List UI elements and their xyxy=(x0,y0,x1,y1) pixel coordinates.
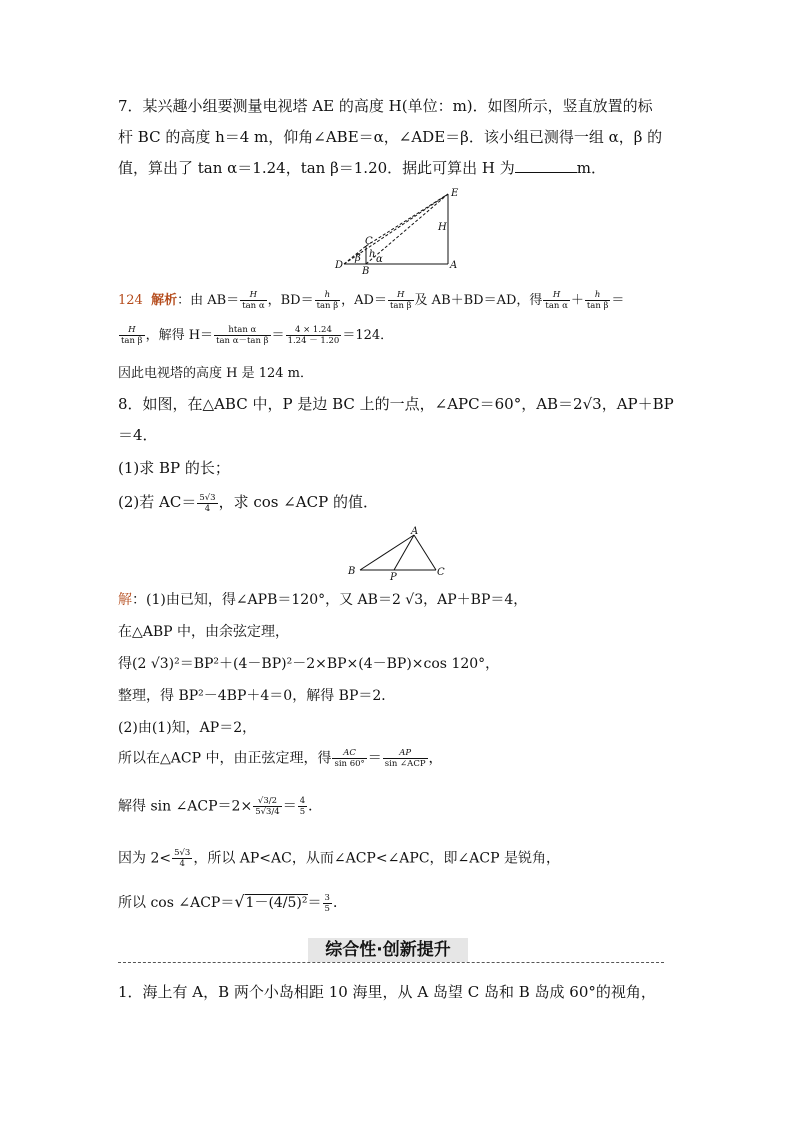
sol8-line-5: (2)由(1)知，AP＝2， xyxy=(118,720,257,736)
section-header xyxy=(118,934,664,964)
sol8-line-7 xyxy=(118,796,322,817)
sol8-line-1 xyxy=(118,590,527,610)
q8-line-2: ＝4． xyxy=(118,426,158,444)
sol8-text: ，所以 AP<AC，从而∠ACP<∠APC，即∠ACP 是锐角， xyxy=(193,850,560,867)
fraction: $\frac{4 \times 1.24}{1.24 - 1.20}$ xyxy=(287,325,340,346)
label-E: E xyxy=(451,188,459,199)
label-h: h xyxy=(369,249,376,260)
analysis-label: 解析 xyxy=(151,293,178,308)
sol8-text: ＝ xyxy=(282,798,297,815)
sol8-text: ， xyxy=(428,750,443,767)
fraction: $\frac{3}{5}$ xyxy=(324,892,330,914)
radical: 1－(4/5)² xyxy=(245,895,308,911)
label-H: H xyxy=(438,222,447,233)
sol8-text: 所以在△ACP 中，由正弦定理，得 xyxy=(118,750,332,767)
sol8-text: ． xyxy=(332,895,347,911)
label-D: D xyxy=(335,260,344,271)
sol7-text: ：由 AB＝ xyxy=(177,293,240,308)
triangle-figure xyxy=(340,524,452,582)
label-beta: β xyxy=(355,253,361,264)
answer-value: 124 xyxy=(118,293,143,308)
sol7-text: ＝124． xyxy=(342,328,394,343)
sol8-text: ＝ xyxy=(367,750,382,767)
fraction: $\frac{5√3}{4}$ xyxy=(174,848,191,869)
fraction: $\frac{√3/2}{5√3/4}$ xyxy=(255,796,280,817)
sol7-conclusion: 因此电视塔的高度 H 是 124 m． xyxy=(118,366,314,381)
tower-figure xyxy=(330,184,470,276)
sol7-line-1 xyxy=(118,290,624,311)
q7-line-2: 杆 BC 的高度 h＝4 m，仰角∠ABE＝α，∠ADE＝β．该小组已测得一组 α，β 的 xyxy=(118,128,663,146)
fraction: $\frac{H}{\text{tan β}}$ xyxy=(121,325,143,346)
sol7-text: 及 AB＋BD＝AD，得 xyxy=(414,293,543,308)
label-C: C xyxy=(365,236,373,247)
sol8-line-8 xyxy=(118,848,560,869)
fraction: $\frac{4}{5}$ xyxy=(299,796,306,817)
section-title: 综合性·创新提升 xyxy=(308,938,468,962)
sol7-text: ＝ xyxy=(271,328,285,343)
sol8-text: ：(1)由已知，得∠APB＝120°，又 AB＝2 √3，AP＋BP＝4， xyxy=(132,592,528,608)
sol7-line-2 xyxy=(118,325,393,346)
label-P: P xyxy=(390,572,397,582)
solution-label: 解 xyxy=(118,592,132,608)
sol8-text: ＝ xyxy=(307,895,322,911)
q7-line-3 xyxy=(118,158,606,178)
label-C: C xyxy=(437,567,445,578)
sol8-line-9: 所以 cos ∠ACP＝√1－(4/5)²＝ $\frac{3}{5}$ ． xyxy=(118,892,347,914)
q7-line-3-end: m． xyxy=(576,159,607,177)
sol8-line-6 xyxy=(118,748,443,769)
sol8-text: 因为 2< xyxy=(118,850,172,867)
sol8-text: 所以 cos ∠ACP＝ xyxy=(118,895,235,911)
sol7-text: ，BD＝ xyxy=(267,293,314,308)
label-B: B xyxy=(362,266,370,276)
q7-line-3-text: 值，算出了 tan α＝1.24，tan β＝1.20．据此可算出 H 为 xyxy=(118,159,515,177)
fraction: $\frac{AP}{\text{sin ∠ACP}}$ xyxy=(384,748,426,769)
label-alpha: α xyxy=(376,254,383,265)
q8-part-1: (1)求 BP 的长； xyxy=(118,459,230,477)
fraction: $\frac{h}{\text{tan β}}$ xyxy=(586,290,609,311)
sol8-line-4: 整理，得 BP²－4BP＋4＝0，解得 BP＝2． xyxy=(118,688,396,704)
sol8-line-2: 在△ABP 中，由余弦定理， xyxy=(118,624,290,640)
fraction: $\frac{\text{htan α}}{\text{tan α－tan β}}$ xyxy=(216,325,269,346)
label-A: A xyxy=(450,260,458,271)
answer-blank xyxy=(515,158,577,173)
q8-part-2-text: (2)若 AC＝ xyxy=(118,493,197,511)
fraction: $\frac{AC}{\sin 60^\circ}$ xyxy=(334,748,365,769)
label-A: A xyxy=(411,526,419,537)
sol7-text: ，解得 H＝ xyxy=(145,328,214,343)
sol8-text: 解得 sin ∠ACP＝2× xyxy=(118,798,253,815)
fraction: $\frac{H}{\text{tan α}}$ xyxy=(242,290,265,311)
sol7-text: ＋ xyxy=(570,293,584,308)
sol7-text: ，AD＝ xyxy=(341,293,387,308)
fraction: $\frac{H}{\text{tan α}}$ xyxy=(545,290,568,311)
sol7-text: ＝ xyxy=(611,293,625,308)
q8-part-2-end: ，求 cos ∠ACP 的值． xyxy=(218,493,378,511)
dashed-divider xyxy=(118,962,664,963)
fraction: $\frac{H}{\text{tan β}}$ xyxy=(389,290,412,311)
q1-line-1: 1．海上有 A，B 两个小岛相距 10 海里，从 A 岛望 C 岛和 B 岛成 60°的视角， xyxy=(118,983,656,1001)
fraction: $\frac{5√3}{4}$ xyxy=(199,492,216,514)
q7-line-1: 7．某兴趣小组要测量电视塔 AE 的高度 H(单位：m)．如图所示，竖直放置的标 xyxy=(118,97,653,115)
sol8-text: ． xyxy=(308,798,323,815)
q8-part-2 xyxy=(118,492,378,514)
sol8-line-3: 得(2 √3)²＝BP²＋(4－BP)²－2×BP×(4－BP)×cos 120°， xyxy=(118,656,500,672)
fraction: $\frac{h}{\text{tan β}}$ xyxy=(316,290,339,311)
q8-line-1: 8．如图，在△ABC 中，P 是边 BC 上的一点，∠APC＝60°，AB＝2√3，AP＋BP xyxy=(118,395,674,413)
label-B: B xyxy=(348,566,356,577)
